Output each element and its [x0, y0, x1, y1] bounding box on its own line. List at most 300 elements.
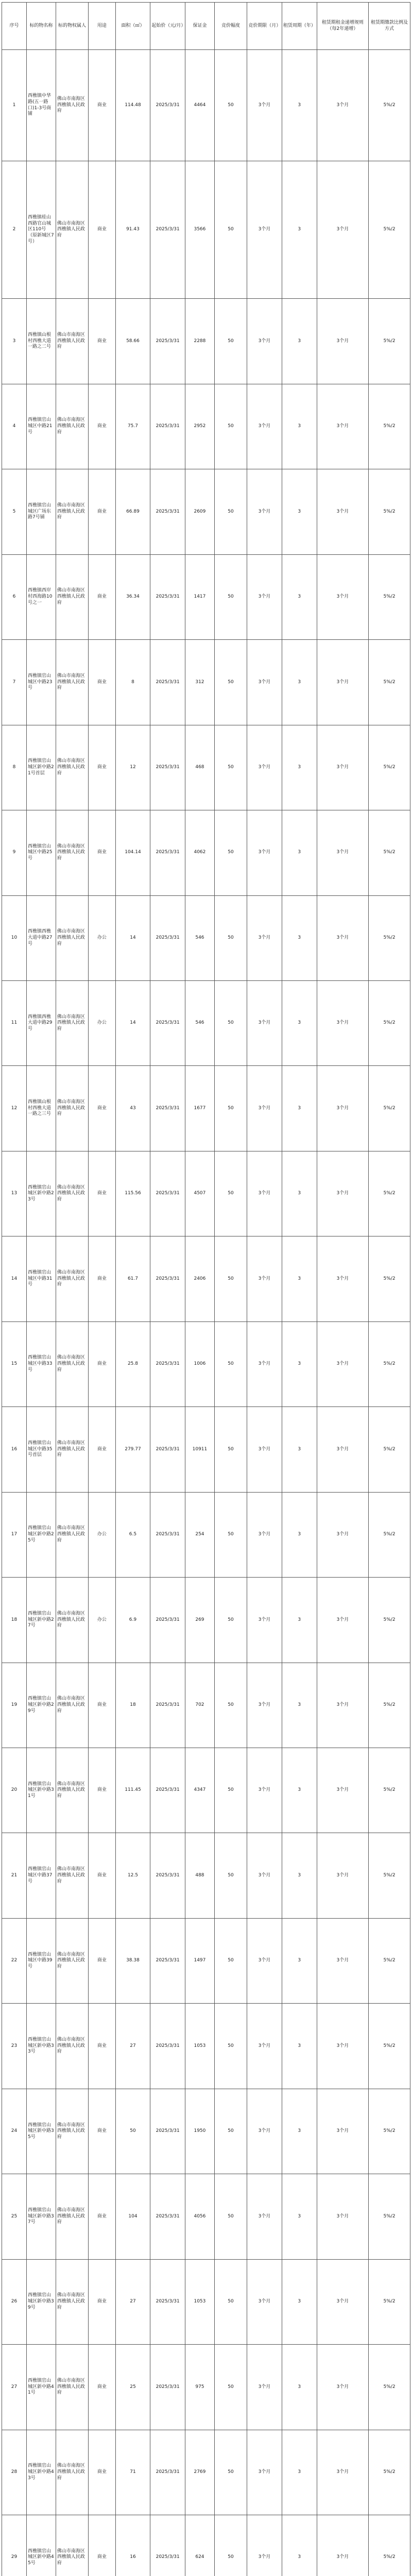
cell-rent-increase-rule: 3个月	[317, 1663, 368, 1748]
cell-area: 38.38	[115, 1918, 150, 2003]
table-row	[2, 1066, 410, 1151]
cell-start-price: 2025/3/31	[150, 161, 185, 299]
cell-bid-period: 3个月	[247, 469, 282, 554]
cell-name: 西樵镇官山城区新中路43号	[27, 2430, 56, 2515]
cell-owner: 佛山市南海区西樵镇人民政府	[56, 50, 88, 161]
cell-owner: 佛山市南海区西樵镇人民政府	[56, 1663, 88, 1748]
cell-owner: 佛山市南海区西樵镇人民政府	[56, 1578, 88, 1663]
cell-usage: 商业	[89, 469, 115, 554]
cell-area: 14	[115, 980, 150, 1065]
cell-usage: 商业	[89, 725, 115, 810]
cell-payment-ratio: 5%/2	[369, 895, 410, 980]
table-row	[2, 1321, 410, 1406]
cell-owner: 佛山市南海区西樵镇人民政府	[56, 2174, 88, 2259]
cell-bid-period: 3个月	[247, 1151, 282, 1236]
cell-usage: 商业	[89, 2515, 115, 2576]
cell-lease-years: 3	[282, 1663, 317, 1748]
header-start-price: 起始价（元/月）	[150, 3, 185, 50]
cell-bid-period: 3个月	[247, 2004, 282, 2089]
cell-name: 西樵镇中华路(五一路口)1-3号商铺	[27, 50, 56, 161]
cell-deposit: 2952	[185, 384, 215, 469]
cell-owner: 佛山市南海区西樵镇人民政府	[56, 2259, 88, 2344]
cell-deposit: 254	[185, 1492, 215, 1577]
cell-rent-increase-rule: 3个月	[317, 2515, 368, 2576]
cell-area: 25.8	[115, 1321, 150, 1406]
cell-start-price: 2025/3/31	[150, 2004, 185, 2089]
cell-name: 西樵镇官山城区新中路33号	[27, 2004, 56, 2089]
cell-owner: 佛山市南海区西樵镇人民政府	[56, 2089, 88, 2174]
cell-name: 西樵镇官山城区中路39号	[27, 1918, 56, 2003]
cell-owner: 佛山市南海区西樵镇人民政府	[56, 384, 88, 469]
table-row	[2, 1151, 410, 1236]
cell-owner: 佛山市南海区西樵镇人民政府	[56, 810, 88, 895]
cell-bid-increment: 50	[214, 1407, 247, 1492]
header-index: 序号	[2, 3, 27, 50]
cell-bid-increment: 50	[214, 1918, 247, 2003]
cell-lease-years: 3	[282, 2174, 317, 2259]
cell-name: 西樵镇官山城区新中路37号	[27, 2174, 56, 2259]
cell-owner: 佛山市南海区西樵镇人民政府	[56, 469, 88, 554]
cell-name: 西樵镇官山城区新中路25号	[27, 1492, 56, 1577]
cell-bid-increment: 50	[214, 1578, 247, 1663]
cell-area: 75.7	[115, 384, 150, 469]
cell-payment-ratio: 5%/2	[369, 1833, 410, 1918]
cell-bid-increment: 50	[214, 1236, 247, 1321]
cell-bid-period: 3个月	[247, 2089, 282, 2174]
cell-lease-years: 3	[282, 810, 317, 895]
cell-start-price: 2025/3/31	[150, 725, 185, 810]
cell-area: 66.89	[115, 469, 150, 554]
cell-bid-increment: 50	[214, 2515, 247, 2576]
cell-rent-increase-rule: 3个月	[317, 895, 368, 980]
table-row	[2, 2515, 410, 2576]
cell-payment-ratio: 5%/2	[369, 469, 410, 554]
cell-rent-increase-rule: 3个月	[317, 640, 368, 725]
cell-index: 14	[2, 1236, 27, 1321]
cell-payment-ratio: 5%/2	[369, 1066, 410, 1151]
cell-payment-ratio: 5%/2	[369, 2345, 410, 2430]
header-owner: 标的物权属人	[56, 3, 88, 50]
cell-usage: 商业	[89, 50, 115, 161]
table-row	[2, 1918, 410, 2003]
cell-area: 61.7	[115, 1236, 150, 1321]
cell-deposit: 1497	[185, 1918, 215, 2003]
header-rent-increase-rule: 租赁期租金递增规则（每2年递增）	[317, 3, 368, 50]
cell-index: 11	[2, 980, 27, 1065]
cell-usage: 商业	[89, 1748, 115, 1833]
cell-index: 5	[2, 469, 27, 554]
cell-bid-period: 3个月	[247, 50, 282, 161]
cell-index: 29	[2, 2515, 27, 2576]
cell-start-price: 2025/3/31	[150, 1918, 185, 2003]
cell-start-price: 2025/3/31	[150, 810, 185, 895]
cell-deposit: 2288	[185, 299, 215, 384]
cell-index: 26	[2, 2259, 27, 2344]
cell-name: 西樵镇官山城区中路33号	[27, 1321, 56, 1406]
cell-name: 西樵镇官山城区新中路27号	[27, 1578, 56, 1663]
cell-usage: 办公	[89, 980, 115, 1065]
cell-lease-years: 3	[282, 2089, 317, 2174]
cell-deposit: 975	[185, 2345, 215, 2430]
cell-rent-increase-rule: 3个月	[317, 1492, 368, 1577]
table-row	[2, 640, 410, 725]
cell-usage: 商业	[89, 1407, 115, 1492]
cell-usage: 商业	[89, 1066, 115, 1151]
cell-rent-increase-rule: 3个月	[317, 384, 368, 469]
cell-usage: 商业	[89, 384, 115, 469]
cell-bid-period: 3个月	[247, 1578, 282, 1663]
cell-deposit: 4062	[185, 810, 215, 895]
cell-start-price: 2025/3/31	[150, 1321, 185, 1406]
cell-bid-increment: 50	[214, 1066, 247, 1151]
cell-rent-increase-rule: 3个月	[317, 2004, 368, 2089]
header-payment-ratio: 租赁期缴款比例及方式	[369, 3, 410, 50]
cell-name: 西樵镇西岸村西海路10号之一	[27, 554, 56, 639]
lease-table	[2, 2, 410, 2576]
cell-rent-increase-rule: 3个月	[317, 980, 368, 1065]
cell-lease-years: 3	[282, 2259, 317, 2344]
cell-usage: 商业	[89, 2089, 115, 2174]
cell-index: 19	[2, 1663, 27, 1748]
cell-start-price: 2025/3/31	[150, 895, 185, 980]
cell-index: 28	[2, 2430, 27, 2515]
cell-name: 西樵镇官山城区新中路21号首层	[27, 725, 56, 810]
cell-usage: 商业	[89, 1663, 115, 1748]
cell-rent-increase-rule: 3个月	[317, 161, 368, 299]
cell-lease-years: 3	[282, 640, 317, 725]
cell-start-price: 2025/3/31	[150, 2089, 185, 2174]
cell-owner: 佛山市南海区西樵镇人民政府	[56, 2004, 88, 2089]
cell-payment-ratio: 5%/2	[369, 1918, 410, 2003]
cell-name: 西樵镇西樵大道中路29号	[27, 980, 56, 1065]
cell-deposit: 488	[185, 1833, 215, 1918]
cell-lease-years: 3	[282, 1833, 317, 1918]
cell-payment-ratio: 5%/2	[369, 50, 410, 161]
cell-deposit: 4507	[185, 1151, 215, 1236]
cell-bid-increment: 50	[214, 1492, 247, 1577]
cell-lease-years: 3	[282, 1918, 317, 2003]
cell-payment-ratio: 5%/2	[369, 1236, 410, 1321]
table-row	[2, 2259, 410, 2344]
cell-bid-increment: 50	[214, 2004, 247, 2089]
cell-lease-years: 3	[282, 2004, 317, 2089]
cell-start-price: 2025/3/31	[150, 1833, 185, 1918]
cell-deposit: 1417	[185, 554, 215, 639]
cell-start-price: 2025/3/31	[150, 2515, 185, 2576]
cell-bid-period: 3个月	[247, 725, 282, 810]
table-row	[2, 1492, 410, 1577]
cell-start-price: 2025/3/31	[150, 50, 185, 161]
cell-payment-ratio: 5%/2	[369, 1321, 410, 1406]
cell-bid-period: 3个月	[247, 1066, 282, 1151]
cell-owner: 佛山市南海区西樵镇人民政府	[56, 1833, 88, 1918]
table-row	[2, 2089, 410, 2174]
table-row	[2, 2430, 410, 2515]
cell-index: 3	[2, 299, 27, 384]
cell-usage: 商业	[89, 1833, 115, 1918]
cell-rent-increase-rule: 3个月	[317, 1833, 368, 1918]
cell-start-price: 2025/3/31	[150, 1492, 185, 1577]
cell-bid-period: 3个月	[247, 161, 282, 299]
cell-usage: 商业	[89, 1151, 115, 1236]
cell-index: 15	[2, 1321, 27, 1406]
cell-deposit: 1006	[185, 1321, 215, 1406]
cell-index: 21	[2, 1833, 27, 1918]
cell-deposit: 4056	[185, 2174, 215, 2259]
cell-name: 西樵镇官山城区新中路45号	[27, 2515, 56, 2576]
cell-owner: 佛山市南海区西樵镇人民政府	[56, 1492, 88, 1577]
cell-rent-increase-rule: 3个月	[317, 1748, 368, 1833]
cell-usage: 办公	[89, 895, 115, 980]
cell-name: 西樵镇官山城区新中路35号	[27, 2089, 56, 2174]
cell-bid-increment: 50	[214, 554, 247, 639]
cell-deposit: 624	[185, 2515, 215, 2576]
cell-start-price: 2025/3/31	[150, 640, 185, 725]
cell-bid-period: 3个月	[247, 810, 282, 895]
cell-rent-increase-rule: 3个月	[317, 810, 368, 895]
cell-area: 71	[115, 2430, 150, 2515]
cell-area: 58.66	[115, 299, 150, 384]
cell-name: 西樵镇西樵大道中路27号	[27, 895, 56, 980]
cell-payment-ratio: 5%/2	[369, 1492, 410, 1577]
cell-payment-ratio: 5%/2	[369, 810, 410, 895]
cell-rent-increase-rule: 3个月	[317, 2089, 368, 2174]
cell-index: 24	[2, 2089, 27, 2174]
cell-deposit: 1053	[185, 2004, 215, 2089]
cell-area: 27	[115, 2259, 150, 2344]
cell-owner: 佛山市南海区西樵镇人民政府	[56, 1407, 88, 1492]
cell-deposit: 1950	[185, 2089, 215, 2174]
table-row	[2, 161, 410, 299]
cell-owner: 佛山市南海区西樵镇人民政府	[56, 725, 88, 810]
cell-usage: 办公	[89, 1578, 115, 1663]
cell-name: 西樵镇官山城区中路21号	[27, 384, 56, 469]
header-usage: 用途	[89, 3, 115, 50]
cell-payment-ratio: 5%/2	[369, 2174, 410, 2259]
cell-bid-period: 3个月	[247, 2345, 282, 2430]
cell-bid-increment: 50	[214, 2259, 247, 2344]
cell-bid-period: 3个月	[247, 2259, 282, 2344]
table-row	[2, 50, 410, 161]
cell-usage: 商业	[89, 161, 115, 299]
cell-lease-years: 3	[282, 725, 317, 810]
cell-area: 6.5	[115, 1492, 150, 1577]
cell-bid-increment: 50	[214, 469, 247, 554]
header-name: 标的物名称	[27, 3, 56, 50]
cell-deposit: 2609	[185, 469, 215, 554]
cell-start-price: 2025/3/31	[150, 1066, 185, 1151]
cell-owner: 佛山市南海区西樵镇人民政府	[56, 554, 88, 639]
cell-owner: 佛山市南海区西樵镇人民政府	[56, 1151, 88, 1236]
cell-name: 西樵镇官山城区新中路39号	[27, 2259, 56, 2344]
cell-owner: 佛山市南海区西樵镇人民政府	[56, 980, 88, 1065]
cell-index: 6	[2, 554, 27, 639]
cell-bid-period: 3个月	[247, 1663, 282, 1748]
cell-rent-increase-rule: 3个月	[317, 469, 368, 554]
cell-owner: 佛山市南海区西樵镇人民政府	[56, 2345, 88, 2430]
cell-owner: 佛山市南海区西樵镇人民政府	[56, 2515, 88, 2576]
cell-bid-period: 3个月	[247, 554, 282, 639]
cell-rent-increase-rule: 3个月	[317, 2430, 368, 2515]
cell-bid-period: 3个月	[247, 1833, 282, 1918]
table-header-row	[2, 3, 410, 50]
cell-bid-increment: 50	[214, 895, 247, 980]
cell-start-price: 2025/3/31	[150, 384, 185, 469]
cell-lease-years: 3	[282, 161, 317, 299]
cell-area: 12.5	[115, 1833, 150, 1918]
cell-rent-increase-rule: 3个月	[317, 1578, 368, 1663]
table-row	[2, 980, 410, 1065]
cell-bid-increment: 50	[214, 640, 247, 725]
cell-bid-increment: 50	[214, 2174, 247, 2259]
cell-lease-years: 3	[282, 50, 317, 161]
cell-bid-period: 3个月	[247, 1492, 282, 1577]
cell-bid-period: 3个月	[247, 980, 282, 1065]
cell-start-price: 2025/3/31	[150, 1151, 185, 1236]
cell-payment-ratio: 5%/2	[369, 1663, 410, 1748]
cell-bid-increment: 50	[214, 980, 247, 1065]
cell-start-price: 2025/3/31	[150, 1407, 185, 1492]
cell-index: 13	[2, 1151, 27, 1236]
cell-payment-ratio: 5%/2	[369, 554, 410, 639]
cell-name: 西樵镇官山城区新中路31号	[27, 1748, 56, 1833]
cell-area: 50	[115, 2089, 150, 2174]
cell-start-price: 2025/3/31	[150, 1236, 185, 1321]
cell-deposit: 702	[185, 1663, 215, 1748]
cell-name: 西樵镇官山城区中路25号	[27, 810, 56, 895]
cell-lease-years: 3	[282, 1066, 317, 1151]
cell-bid-period: 3个月	[247, 384, 282, 469]
cell-area: 104	[115, 2174, 150, 2259]
cell-bid-period: 3个月	[247, 2174, 282, 2259]
cell-index: 22	[2, 1918, 27, 2003]
cell-lease-years: 3	[282, 2515, 317, 2576]
cell-usage: 商业	[89, 1918, 115, 2003]
header-lease-years: 租赁周期（年）	[282, 3, 317, 50]
cell-usage: 商业	[89, 2174, 115, 2259]
cell-usage: 商业	[89, 299, 115, 384]
cell-payment-ratio: 5%/2	[369, 2259, 410, 2344]
cell-lease-years: 3	[282, 980, 317, 1065]
cell-start-price: 2025/3/31	[150, 1578, 185, 1663]
cell-index: 18	[2, 1578, 27, 1663]
table-row	[2, 725, 410, 810]
table-row	[2, 1663, 410, 1748]
cell-area: 104.14	[115, 810, 150, 895]
cell-rent-increase-rule: 3个月	[317, 554, 368, 639]
cell-bid-period: 3个月	[247, 2430, 282, 2515]
cell-index: 9	[2, 810, 27, 895]
cell-deposit: 269	[185, 1578, 215, 1663]
cell-bid-increment: 50	[214, 1748, 247, 1833]
cell-deposit: 546	[185, 980, 215, 1065]
cell-rent-increase-rule: 3个月	[317, 2259, 368, 2344]
table-row	[2, 2174, 410, 2259]
cell-area: 114.48	[115, 50, 150, 161]
cell-lease-years: 3	[282, 1578, 317, 1663]
cell-lease-years: 3	[282, 1321, 317, 1406]
cell-rent-increase-rule: 3个月	[317, 1407, 368, 1492]
cell-start-price: 2025/3/31	[150, 299, 185, 384]
cell-deposit: 2769	[185, 2430, 215, 2515]
cell-start-price: 2025/3/31	[150, 980, 185, 1065]
cell-rent-increase-rule: 3个月	[317, 2174, 368, 2259]
table-row	[2, 299, 410, 384]
cell-index: 23	[2, 2004, 27, 2089]
cell-rent-increase-rule: 3个月	[317, 2345, 368, 2430]
cell-name: 西樵镇官山城区新中路29号	[27, 1663, 56, 1748]
cell-bid-period: 3个月	[247, 1236, 282, 1321]
cell-name: 西樵镇官山城区广场东路7号铺	[27, 469, 56, 554]
cell-lease-years: 3	[282, 895, 317, 980]
cell-owner: 佛山市南海区西樵镇人民政府	[56, 1236, 88, 1321]
cell-rent-increase-rule: 3个月	[317, 1066, 368, 1151]
cell-start-price: 2025/3/31	[150, 1663, 185, 1748]
cell-start-price: 2025/3/31	[150, 2174, 185, 2259]
cell-owner: 佛山市南海区西樵镇人民政府	[56, 1321, 88, 1406]
cell-payment-ratio: 5%/2	[369, 1748, 410, 1833]
cell-area: 115.56	[115, 1151, 150, 1236]
cell-deposit: 312	[185, 640, 215, 725]
table-row	[2, 810, 410, 895]
cell-rent-increase-rule: 3个月	[317, 1918, 368, 2003]
cell-payment-ratio: 5%/2	[369, 2515, 410, 2576]
cell-payment-ratio: 5%/2	[369, 2430, 410, 2515]
cell-deposit: 10911	[185, 1407, 215, 1492]
cell-bid-increment: 50	[214, 161, 247, 299]
cell-area: 18	[115, 1663, 150, 1748]
cell-index: 7	[2, 640, 27, 725]
cell-payment-ratio: 5%/2	[369, 640, 410, 725]
table-row	[2, 554, 410, 639]
cell-bid-period: 3个月	[247, 2515, 282, 2576]
cell-lease-years: 3	[282, 2345, 317, 2430]
cell-bid-increment: 50	[214, 2430, 247, 2515]
cell-lease-years: 3	[282, 1492, 317, 1577]
table-row	[2, 1748, 410, 1833]
header-bid-increment: 竞价幅度	[214, 3, 247, 50]
cell-bid-period: 3个月	[247, 640, 282, 725]
cell-rent-increase-rule: 3个月	[317, 1151, 368, 1236]
cell-rent-increase-rule: 3个月	[317, 299, 368, 384]
cell-index: 17	[2, 1492, 27, 1577]
cell-start-price: 2025/3/31	[150, 2259, 185, 2344]
cell-bid-increment: 50	[214, 1151, 247, 1236]
cell-area: 8	[115, 640, 150, 725]
cell-usage: 商业	[89, 2259, 115, 2344]
cell-lease-years: 3	[282, 384, 317, 469]
cell-owner: 佛山市南海区西樵镇人民政府	[56, 895, 88, 980]
cell-payment-ratio: 5%/2	[369, 2089, 410, 2174]
cell-index: 27	[2, 2345, 27, 2430]
cell-area: 279.77	[115, 1407, 150, 1492]
cell-deposit: 2406	[185, 1236, 215, 1321]
table-row	[2, 2345, 410, 2430]
cell-start-price: 2025/3/31	[150, 469, 185, 554]
cell-index: 16	[2, 1407, 27, 1492]
cell-area: 91.43	[115, 161, 150, 299]
cell-name: 西樵镇官山城区中路35号首层	[27, 1407, 56, 1492]
header-area: 面积（㎡）	[115, 3, 150, 50]
cell-bid-increment: 50	[214, 384, 247, 469]
table-row	[2, 469, 410, 554]
cell-name: 西樵镇官山城区新中路23号	[27, 1151, 56, 1236]
cell-deposit: 468	[185, 725, 215, 810]
cell-bid-period: 3个月	[247, 1321, 282, 1406]
table-row	[2, 1407, 410, 1492]
table-row	[2, 2004, 410, 2089]
cell-payment-ratio: 5%/2	[369, 1578, 410, 1663]
